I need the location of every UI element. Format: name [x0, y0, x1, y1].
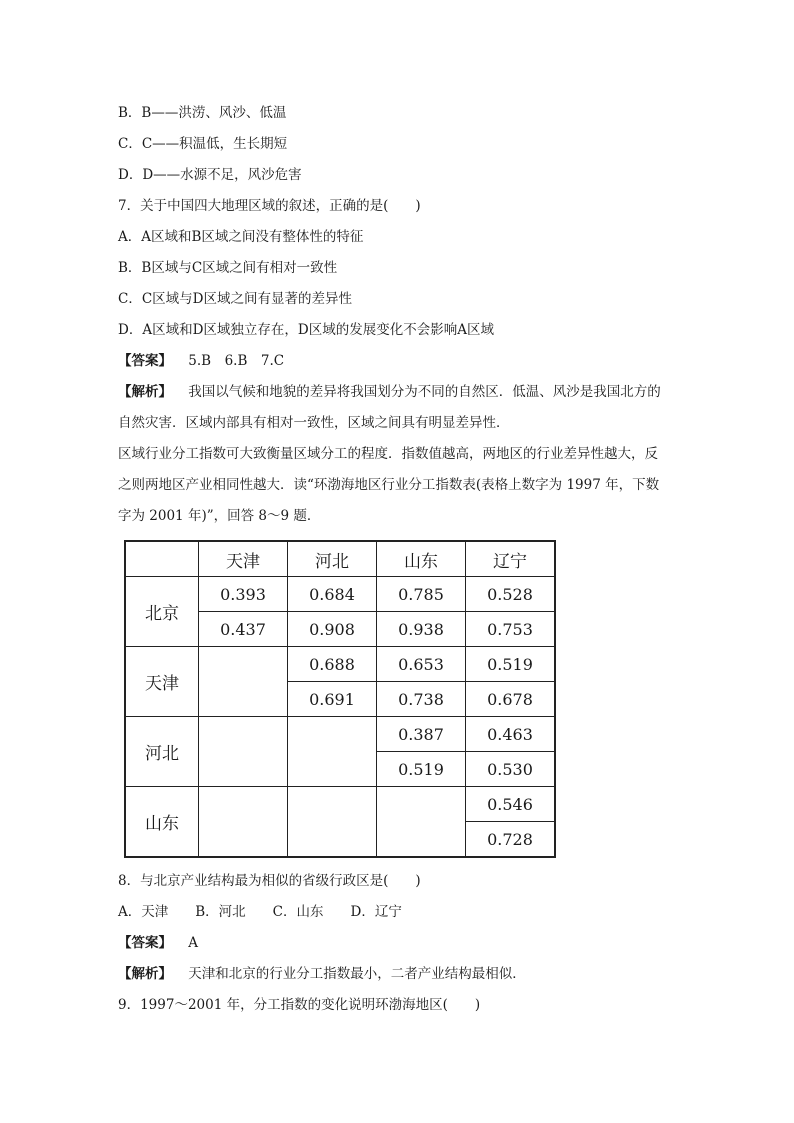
row-header: 山东: [125, 787, 199, 858]
option-d-line: D．D——水源不足，风沙危害: [118, 167, 302, 183]
empty-cell: [199, 647, 288, 717]
intro-line-a: 区域行业分工指数可大致衡量区域分工的程度．指数值越高，两地区的行业差异性越大，反: [118, 446, 658, 462]
value-cell: 0.678: [466, 682, 556, 717]
value-cell: 0.530: [466, 752, 556, 787]
value-cell: 0.463: [466, 717, 556, 752]
value-cell: 0.546: [466, 787, 556, 822]
explanation-2: [118, 965, 526, 983]
value-cell: 0.785: [377, 577, 466, 612]
table-row: [125, 647, 555, 682]
answer-1-text: 5.B 6.B 7.C: [188, 353, 285, 369]
question-7-option-c: C．C区域与D区域之间有显著的差异性: [118, 291, 352, 307]
value-cell: 0.753: [466, 612, 556, 647]
empty-cell: [199, 787, 288, 858]
table-row: [125, 717, 555, 752]
value-cell: 0.938: [377, 612, 466, 647]
row-header: 河北: [125, 717, 199, 787]
column-header: 河北: [288, 541, 377, 577]
value-cell: 0.688: [288, 647, 377, 682]
question-8: 8．与北京产业结构最为相似的省级行政区是( ): [118, 873, 421, 889]
question-8-options: A．天津 B．河北 C．山东 D．辽宁: [118, 904, 402, 920]
column-header: 辽宁: [466, 541, 556, 577]
value-cell: 0.684: [288, 577, 377, 612]
row-header: 北京: [125, 577, 199, 647]
explanation-1: [118, 383, 661, 401]
value-cell: 0.519: [466, 647, 556, 682]
value-cell: 0.908: [288, 612, 377, 647]
value-cell: 0.691: [288, 682, 377, 717]
intro-line-b: 之则两地区产业相同性越大．读“环渤海地区行业分工指数表(表格上数字为 1997 年，下数: [118, 477, 660, 493]
question-9: 9．1997～2001 年，分工指数的变化说明环渤海地区( ): [118, 997, 481, 1013]
option-b-line: B．B——洪涝、风沙、低温: [118, 105, 287, 121]
empty-cell: [288, 787, 377, 858]
value-cell: 0.393: [199, 577, 288, 612]
question-7-option-d: D．A区域和D区域独立存在，D区域的发展变化不会影响A区域: [118, 322, 494, 338]
explanation-2-tag: 【解析】: [118, 966, 172, 982]
answer-2-tag: 【答案】: [118, 935, 172, 951]
value-cell: 0.528: [466, 577, 556, 612]
division-index-table: [124, 540, 556, 858]
question-7: 7．关于中国四大地理区域的叙述，正确的是( ): [118, 198, 421, 214]
table-row: [125, 577, 555, 612]
answer-2: [118, 934, 198, 952]
value-cell: 0.519: [377, 752, 466, 787]
table-header-row: [125, 541, 555, 577]
value-cell: 0.387: [377, 717, 466, 752]
explanation-2-text: 天津和北京的行业分工指数最小，二者产业结构最相似．: [188, 966, 526, 982]
intro-line-c: 字为 2001 年)”，回答 8～9 题．: [118, 508, 321, 524]
value-cell: 0.728: [466, 822, 556, 858]
explanation-1-tag: 【解析】: [118, 384, 172, 400]
question-7-option-b: B．B区域与C区域之间有相对一致性: [118, 260, 338, 276]
table-row: [125, 787, 555, 822]
table-corner-cell: [125, 541, 199, 577]
option-c-line: C．C——积温低，生长期短: [118, 136, 288, 152]
column-header: 天津: [199, 541, 288, 577]
value-cell: 0.738: [377, 682, 466, 717]
question-7-option-a: A．A区域和B区域之间没有整体性的特征: [118, 229, 364, 245]
explanation-1-text-a: 我国以气候和地貌的差异将我国划分为不同的自然区．低温、风沙是我国北方的: [188, 384, 661, 400]
empty-cell: [288, 717, 377, 787]
value-cell: 0.437: [199, 612, 288, 647]
value-cell: 0.653: [377, 647, 466, 682]
empty-cell: [199, 717, 288, 787]
empty-cell: [377, 787, 466, 858]
answer-1-tag: 【答案】: [118, 353, 172, 369]
row-header: 天津: [125, 647, 199, 717]
answer-2-text: A: [188, 935, 199, 951]
column-header: 山东: [377, 541, 466, 577]
explanation-1-text-b: 自然灾害．区域内部具有相对一致性，区域之间具有明显差异性．: [118, 415, 510, 431]
answer-1: [118, 352, 284, 370]
